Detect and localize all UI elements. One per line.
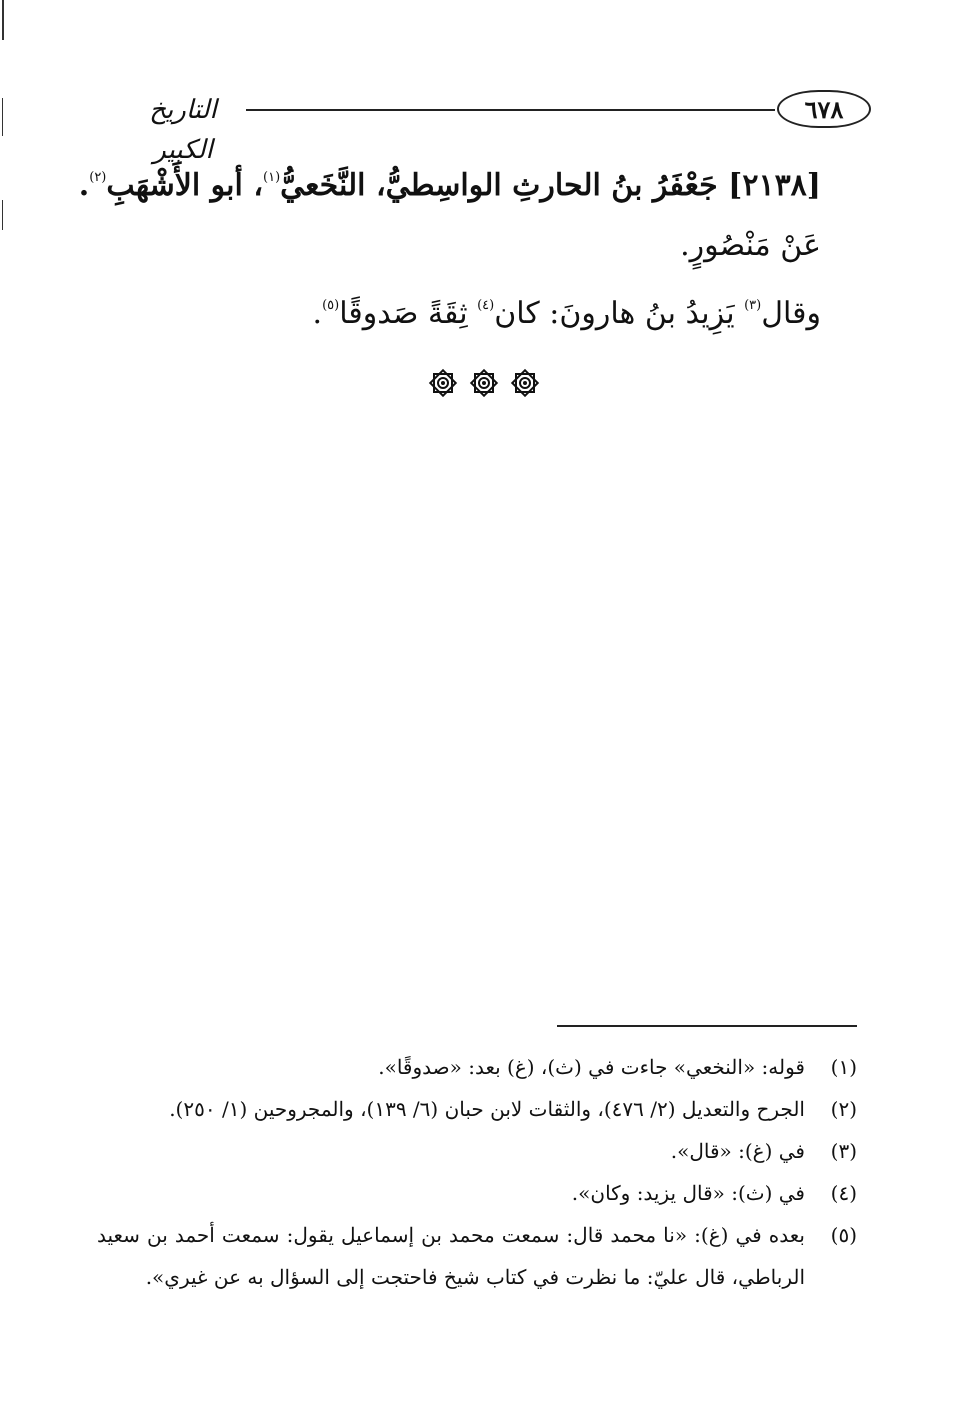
footnote-text: بعده في (غ): «نا محمد قال: سمعت محمد بن إسماعيل يقول: سمعت أحمد بن سعيد الرباطي، قال عليّ: ما نظرت في كتاب شيخ فاحتجت إلى السؤال به عن غيري». [97,1223,805,1289]
end-mark: . [78,168,90,203]
page-number-badge [777,90,871,128]
footnote-number: (٢) [830,1097,857,1121]
footnote-number: (١) [830,1055,857,1079]
footnotes [97,1046,857,1298]
footnote-3 [97,1130,857,1172]
footnote-ref-3[interactable]: (٣) [744,298,762,313]
book-title: التاريخ الكبير [149,95,217,165]
quote-part: يَزِيدُ بنُ هارونَ: كان [494,296,745,331]
biography-entry [78,148,821,344]
footnote-1 [97,1046,857,1088]
rosette-ornament-icon [469,368,499,398]
rosette-ornament-icon [510,368,540,398]
section-ornament [428,368,540,400]
footnote-ref-1[interactable]: (١) [263,170,281,185]
footnote-text: قوله: «النخعي» جاءت في (ث)، (غ) بعد: «صدوقًا». [378,1055,805,1079]
scan-edge-mark [2,98,3,136]
entry-heading [78,148,821,216]
entry-kunya: ، أبو الأَشْهَبِ [106,168,263,203]
footnote-text: في (غ): «قال». [670,1139,805,1163]
scan-edge-mark [2,200,3,230]
entry-name: جَعْفَرُ بنُ الحارثِ الواسِطيُّ، النَّخَعيُّ [280,168,718,203]
rosette-ornament-icon [428,368,458,398]
quote-part: وقال [761,296,821,331]
footnote-text: في (ث): «قال يزيد: وكان». [571,1181,805,1205]
footnote-ref-5[interactable]: (٥) [322,298,340,313]
footnote-5 [97,1214,857,1298]
footnote-number: (٥) [830,1223,857,1247]
footnote-ref-4[interactable]: (٤) [477,298,495,313]
page-number: ٦٧٨ [804,94,844,124]
scan-edge-mark [2,0,4,40]
footnote-2 [97,1088,857,1130]
entry-number: [٢١٣٨] [728,168,821,203]
quote-part: ثِقَةً صَدوقًا [339,296,478,331]
footnote-number: (٤) [830,1181,857,1205]
footnote-number: (٣) [830,1139,857,1163]
quote-part: . [312,296,323,331]
footnote-4 [97,1172,857,1214]
entry-narration: عَنْ مَنْصُورٍ. [680,228,821,263]
header-rule [246,109,775,111]
footnote-ref-2[interactable]: (٢) [89,170,107,185]
running-header [118,90,871,165]
entry-quote [121,276,821,344]
footnote-separator [557,1025,857,1027]
footnote-text: الجرح والتعديل (٢/ ٤٧٦)، والثقات لابن حبان (٦/ ١٣٩)، والمجروحين (١/ ٢٥٠). [169,1097,805,1121]
